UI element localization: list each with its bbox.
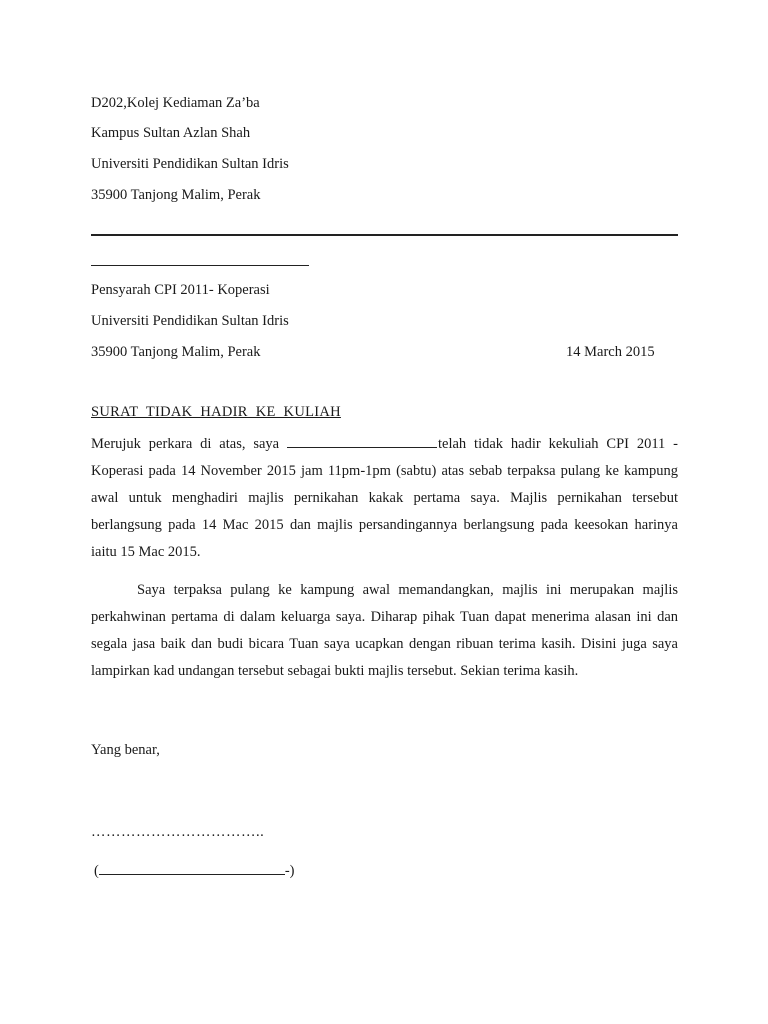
header-divider — [91, 234, 678, 236]
signature-dotted-line: …………………………….. — [91, 824, 265, 840]
paragraph-1-rest: telah tidak hadir kekuliah CPI 2011 - Koperasi pada 14 November 2015 jam 11pm-1pm (sabtu) atas sebab terpaksa pulang ke kampung awal untuk menghadiri majlis pernikahan kakak pertama saya. Majlis pernikahan tersebut berlangsung pada 14 Mac 2015 dan majlis persandingannya berlangsung pada keesokan harinya iaitu 15 Mac 2015. — [91, 436, 678, 560]
signature-close-paren: -) — [284, 863, 295, 879]
body-paragraph-2: Saya terpaksa pulang ke kampung awal memandangkan, majlis ini merupakan majlis perkahwinan pertama di dalam keluarga saya. Diharap pihak Tuan dapat menerima alasan ini dan segala jasa baik dan budi bicara Tuan saya ucapkan dengan ribuan terima kasih. Disini juga saya lampirkan kad undangan tersebut sebagai bukti majlis tersebut. Sekian terima kasih. — [91, 582, 678, 679]
signature-open-paren: ( — [94, 863, 99, 879]
recipient-address-line-2: Universiti Pendidikan Sultan Idris — [91, 313, 289, 329]
signature-name-field — [94, 862, 295, 879]
letter-date: 14 March 2015 — [566, 344, 655, 360]
body-paragraph-1 — [91, 431, 678, 566]
sender-address-line-1: D202,Kolej Kediaman Za’ba — [91, 95, 260, 111]
closing-salutation: Yang benar, — [91, 742, 160, 758]
student-name-blank — [287, 435, 437, 448]
recipient-address-line-1: Pensyarah CPI 2011- Koperasi — [91, 282, 270, 298]
recipient-address-line-3: 35900 Tanjong Malim, Perak — [91, 344, 261, 360]
recipient-name-blank — [91, 265, 309, 266]
signature-name-blank — [99, 862, 285, 875]
sender-address-line-4: 35900 Tanjong Malim, Perak — [91, 187, 261, 203]
letter-subject: SURAT TIDAK HADIR KE KULIAH — [91, 404, 341, 420]
sender-address-line-3: Universiti Pendidikan Sultan Idris — [91, 156, 289, 172]
paragraph-1-lead: Merujuk perkara di atas, saya — [91, 436, 287, 452]
sender-address-line-2: Kampus Sultan Azlan Shah — [91, 125, 251, 141]
